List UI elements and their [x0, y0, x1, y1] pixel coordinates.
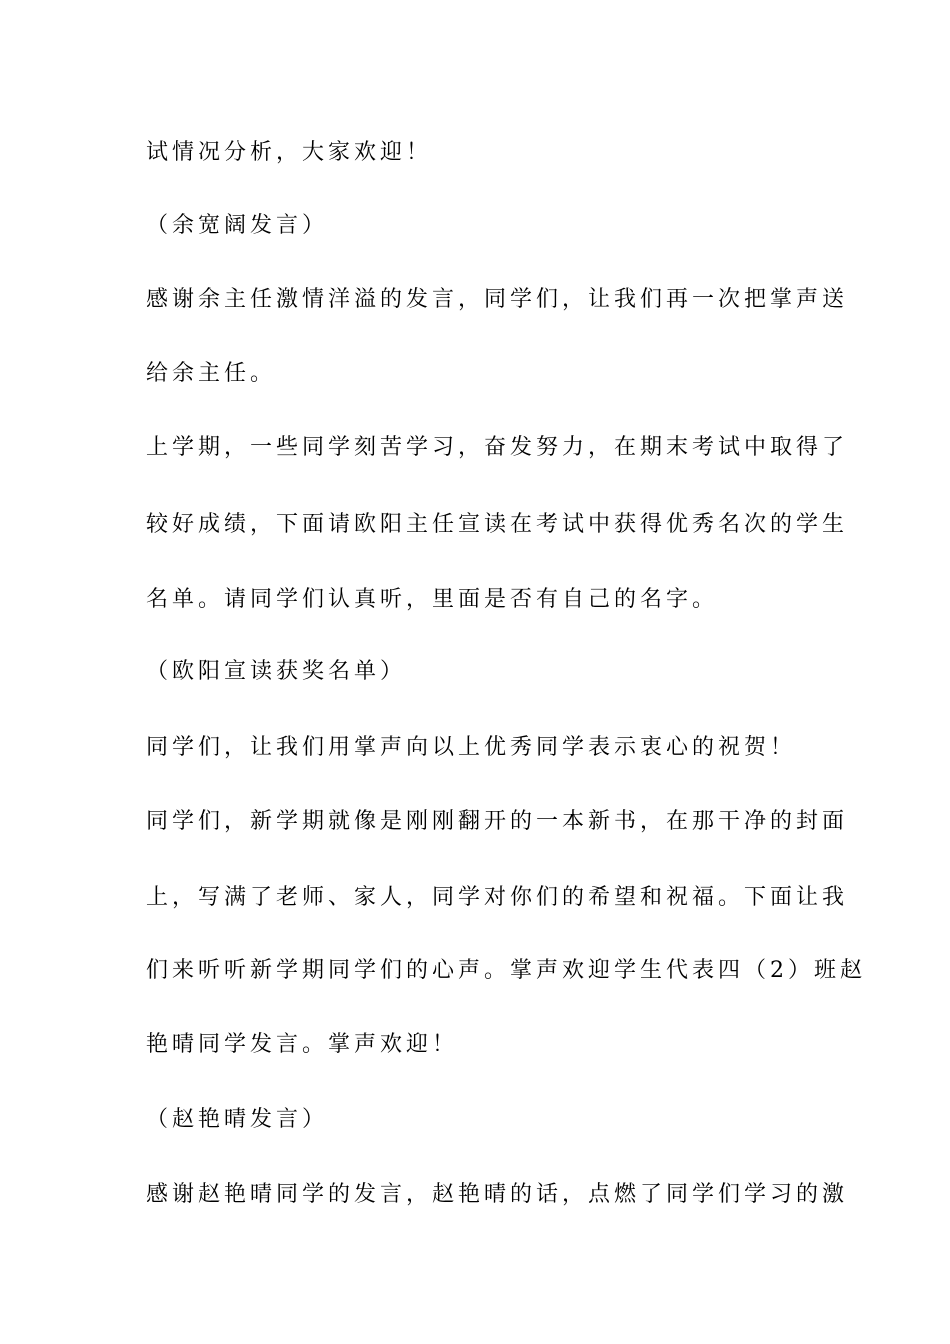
text-line: 同学们，新学期就像是刚刚翻开的一本新书，在那干净的封面	[146, 809, 849, 834]
text-line: 感谢赵艳晴同学的发言，赵艳晴的话，点燃了同学们学习的激	[146, 1182, 849, 1207]
text-line: 给余主任。	[146, 361, 277, 386]
text-line: 们来听听新学期同学们的心声。掌声欢迎学生代表四（2）班赵	[146, 958, 866, 983]
text-line: （余宽阔发言）	[146, 213, 329, 238]
text-line: （赵艳晴发言）	[146, 1107, 329, 1132]
text-line: 较好成绩，下面请欧阳主任宣读在考试中获得优秀名次的学生	[146, 512, 849, 537]
text-line: 艳晴同学发言。掌声欢迎！	[146, 1032, 459, 1057]
text-line: 感谢余主任激情洋溢的发言，同学们，让我们再一次把掌声送	[146, 287, 849, 312]
text-line: 同学们，让我们用掌声向以上优秀同学表示衷心的祝贺！	[146, 735, 797, 760]
text-line: 上学期，一些同学刻苦学习，奋发努力，在期末考试中取得了	[146, 435, 849, 460]
text-line: （欧阳宣读获奖名单）	[146, 659, 407, 684]
text-line: 名单。请同学们认真听，里面是否有自己的名字。	[146, 587, 719, 612]
text-line: 上，写满了老师、家人，同学对你们的希望和祝福。下面让我	[146, 885, 849, 910]
text-line: 试情况分析，大家欢迎！	[146, 140, 433, 165]
